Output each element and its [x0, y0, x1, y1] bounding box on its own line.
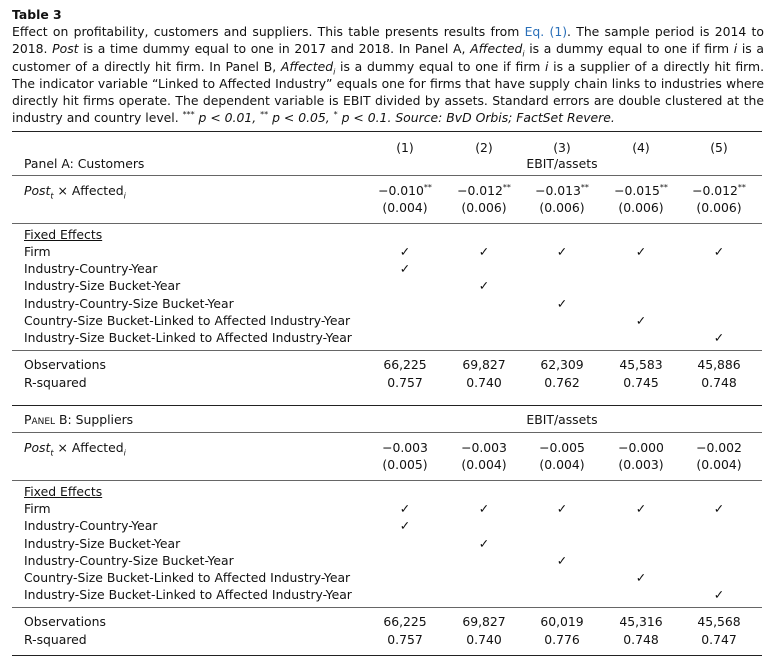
- check-icon: ✓: [478, 244, 490, 259]
- coef-a-5: −0.012**: [692, 182, 746, 198]
- fe-a-industry-country-size-bucket-year: Industry-Country-Size Bucket-Year: [24, 296, 234, 311]
- coef-a-1: −0.010**: [378, 182, 432, 198]
- top-rule: [12, 131, 762, 132]
- column-header-5: (5): [710, 140, 728, 155]
- r2-b-3: 0.776: [544, 632, 580, 647]
- table-caption: Table 3 Effect on profitability, customers and suppliers. This table presents results from Eq. (1). The sample period is 2014 to 2018. Post is a time dummy equal to one in 2017 and 2018. In Panel A, Affected$_i$ is a dummy equal to one if firm i is a customer of a directly hit firm. In Panel B, Affected$_i$ is a dummy equal to one if firm i is a supplier of a directly hit firm. The indicator variable “Linked to Affected Industry” equals one for firms that have supply chain links to industries where directly hit firms operate. The dependent variable is EBIT divided by assets. Standard errors are double clustered at the industry and country level. *** p < 0.01, ** p < 0.05, * p < 0.1. Source: BvD Orbis; FactSet Revere.: [12, 7, 765, 126]
- obs-b-5: 45,568: [697, 614, 741, 629]
- panel-b-coef-rule: [12, 480, 762, 481]
- column-header-1: (1): [396, 140, 414, 155]
- se-a-4: (0.006): [618, 200, 664, 215]
- bottom-rule: [12, 655, 762, 656]
- fe-b-industry-country-size-bucket-year: Industry-Country-Size Bucket-Year: [24, 553, 234, 568]
- fe-a-industry-size-linked: Industry-Size Bucket-Linked to Affected Industry-Year: [24, 330, 352, 345]
- check-icon: ✓: [478, 278, 490, 293]
- coef-b-3: −0.005: [539, 440, 585, 455]
- check-icon: ✓: [478, 536, 490, 551]
- fe-b-firm: Firm: [24, 501, 51, 516]
- check-icon: ✓: [713, 587, 725, 602]
- fe-b-industry-country-year: Industry-Country-Year: [24, 518, 158, 533]
- r2-b-5: 0.747: [701, 632, 737, 647]
- se-b-2: (0.004): [461, 457, 507, 472]
- r-squared-label-a: R-squared: [24, 375, 87, 390]
- check-icon: ✓: [399, 518, 411, 533]
- column-header-2: (2): [475, 140, 493, 155]
- fixed-effects-heading-a: Fixed Effects: [24, 227, 103, 242]
- r2-a-4: 0.745: [623, 375, 659, 390]
- column-header-3: (3): [553, 140, 571, 155]
- observations-label-a: Observations: [24, 357, 106, 372]
- observations-label-b: Observations: [24, 614, 106, 629]
- obs-b-2: 69,827: [462, 614, 506, 629]
- check-icon: ✓: [635, 244, 647, 259]
- post-affected-label-a: Post$_t$ × Affected$_i$: [24, 183, 126, 201]
- obs-b-1: 66,225: [383, 614, 427, 629]
- equation-link[interactable]: Eq. (1): [524, 24, 568, 40]
- check-icon: ✓: [635, 501, 647, 516]
- r2-a-2: 0.740: [466, 375, 502, 390]
- check-icon: ✓: [556, 296, 568, 311]
- panel-b-fe-rule: [12, 607, 762, 608]
- se-b-1: (0.005): [382, 457, 428, 472]
- coef-a-4: −0.015**: [614, 182, 668, 198]
- check-icon: ✓: [713, 244, 725, 259]
- se-b-3: (0.004): [539, 457, 585, 472]
- panel-b-title: Panel B: Suppliers: [24, 412, 134, 427]
- obs-b-4: 45,316: [619, 614, 663, 629]
- se-a-3: (0.006): [539, 200, 585, 215]
- check-icon: ✓: [399, 244, 411, 259]
- check-icon: ✓: [556, 501, 568, 516]
- r2-a-1: 0.757: [387, 375, 423, 390]
- se-a-2: (0.006): [461, 200, 507, 215]
- r2-a-5: 0.748: [701, 375, 737, 390]
- dependent-variable-b: EBIT/assets: [526, 412, 598, 427]
- fe-b-country-size-linked: Country-Size Bucket-Linked to Affected Industry-Year: [24, 570, 351, 585]
- r2-b-1: 0.757: [387, 632, 423, 647]
- fe-b-industry-size-linked: Industry-Size Bucket-Linked to Affected Industry-Year: [24, 587, 352, 602]
- r2-b-2: 0.740: [466, 632, 502, 647]
- r2-a-3: 0.762: [544, 375, 580, 390]
- check-icon: ✓: [556, 244, 568, 259]
- obs-a-5: 45,886: [697, 357, 741, 372]
- coef-b-2: −0.003: [461, 440, 507, 455]
- obs-a-4: 45,583: [619, 357, 663, 372]
- coef-b-4: −0.000: [618, 440, 664, 455]
- column-header-4: (4): [632, 140, 650, 155]
- coef-a-2: −0.012**: [457, 182, 511, 198]
- fe-a-industry-size-bucket-year: Industry-Size Bucket-Year: [24, 278, 181, 293]
- table-title: Table 3: [12, 7, 62, 22]
- panel-separator-rule: [12, 405, 762, 406]
- panel-b-rule: [12, 432, 762, 433]
- r2-b-4: 0.748: [623, 632, 659, 647]
- se-b-5: (0.004): [696, 457, 742, 472]
- coef-b-1: −0.003: [382, 440, 428, 455]
- panel-a-rule: [12, 175, 762, 176]
- check-icon: ✓: [635, 313, 647, 328]
- check-icon: ✓: [399, 261, 411, 276]
- panel-a-title: Panel A: Customers: [24, 156, 145, 171]
- se-a-1: (0.004): [382, 200, 428, 215]
- check-icon: ✓: [478, 501, 490, 516]
- check-icon: ✓: [556, 553, 568, 568]
- check-icon: ✓: [713, 330, 725, 345]
- obs-a-3: 62,309: [540, 357, 584, 372]
- check-icon: ✓: [399, 501, 411, 516]
- dependent-variable-a: EBIT/assets: [526, 156, 598, 171]
- obs-a-1: 66,225: [383, 357, 427, 372]
- check-icon: ✓: [635, 570, 647, 585]
- r-squared-label-b: R-squared: [24, 632, 87, 647]
- coef-a-3: −0.013**: [535, 182, 589, 198]
- panel-a-fe-rule: [12, 350, 762, 351]
- se-a-5: (0.006): [696, 200, 742, 215]
- panel-a-coef-rule: [12, 223, 762, 224]
- fe-a-industry-country-year: Industry-Country-Year: [24, 261, 158, 276]
- check-icon: ✓: [713, 501, 725, 516]
- fixed-effects-heading-b: Fixed Effects: [24, 484, 103, 499]
- fe-b-industry-size-bucket-year: Industry-Size Bucket-Year: [24, 536, 181, 551]
- fe-a-firm: Firm: [24, 244, 51, 259]
- post-affected-label-b: Post$_t$ × Affected$_i$: [24, 440, 126, 458]
- obs-a-2: 69,827: [462, 357, 506, 372]
- obs-b-3: 60,019: [540, 614, 584, 629]
- se-b-4: (0.003): [618, 457, 664, 472]
- coef-b-5: −0.002: [696, 440, 742, 455]
- fe-a-country-size-linked: Country-Size Bucket-Linked to Affected Industry-Year: [24, 313, 351, 328]
